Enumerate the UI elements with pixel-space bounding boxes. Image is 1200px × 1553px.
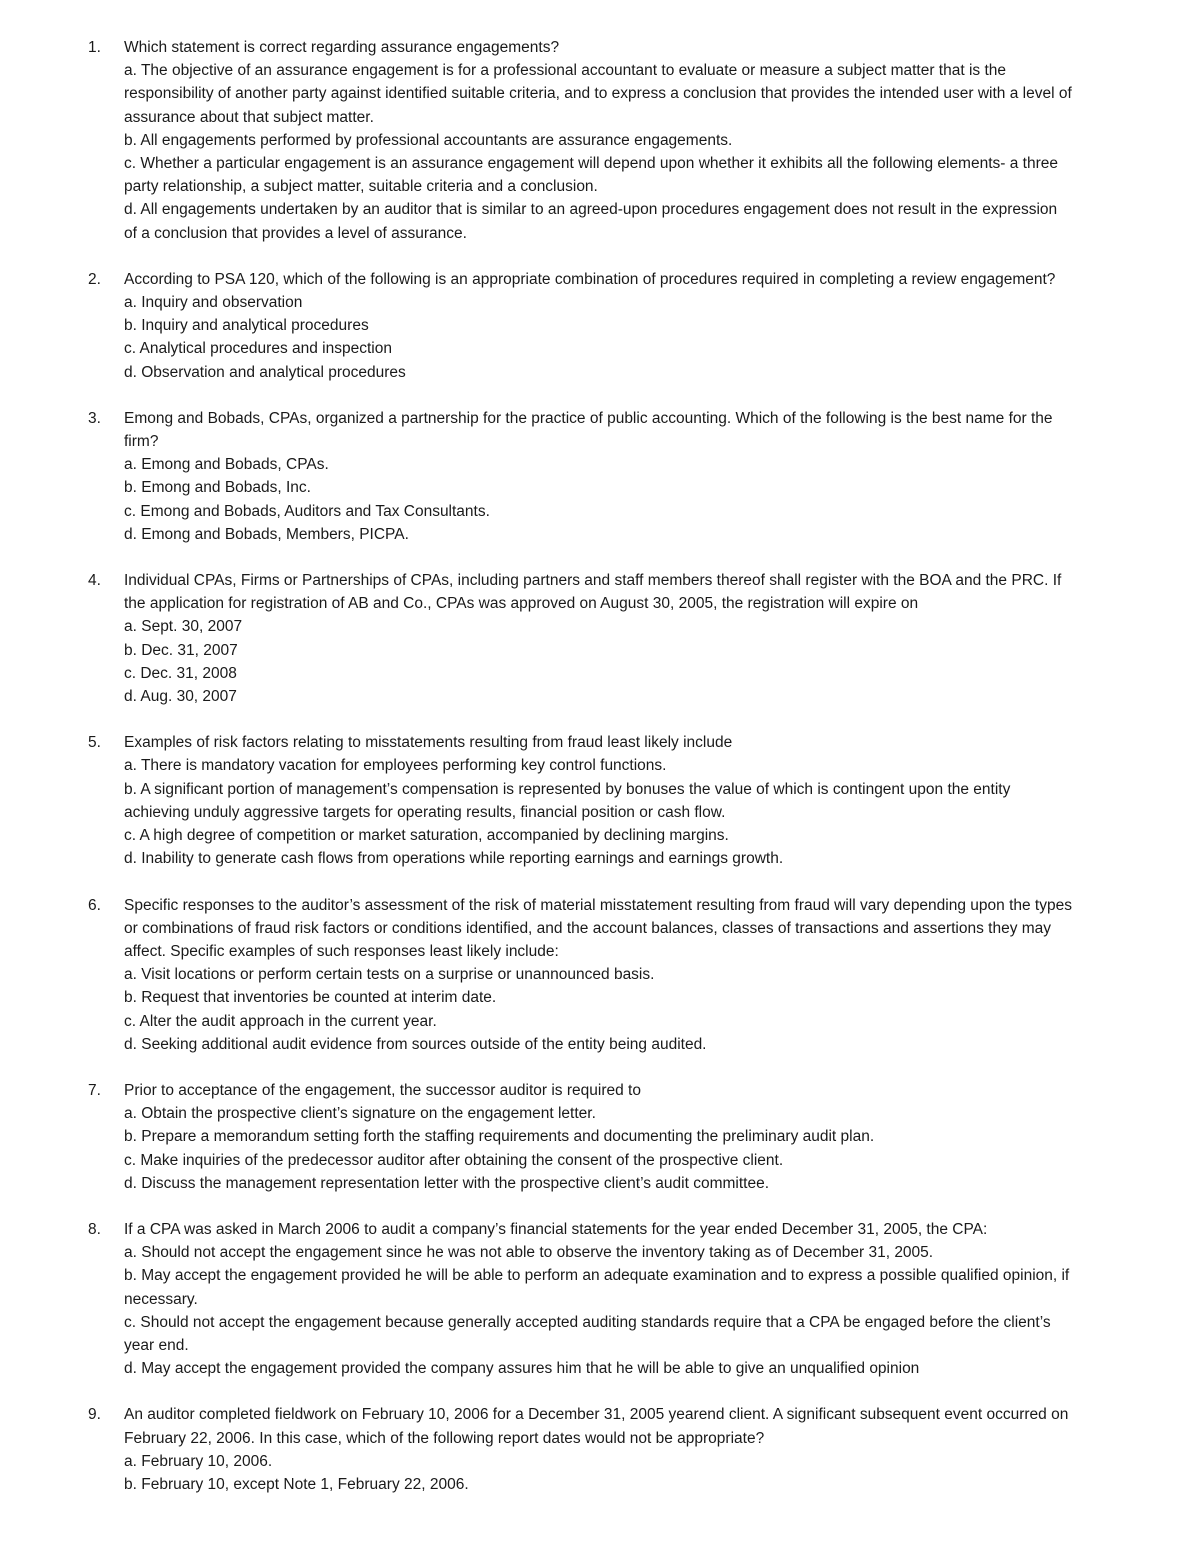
choice-b: b. Prepare a memorandum setting forth the staffing requirements and documenting the preliminary audit plan. <box>124 1128 875 1146</box>
question-8 <box>0 1218 1200 1380</box>
choice-d: d. May accept the engagement provided the company assures him that he will be able to give an unqualified opinion <box>124 1360 920 1378</box>
choice-d: d. Aug. 30, 2007 <box>124 688 237 706</box>
question-number: 8. <box>88 1220 101 1238</box>
choice-c: c. Dec. 31, 2008 <box>124 664 237 682</box>
question-body <box>124 569 1074 708</box>
question-5 <box>0 731 1200 870</box>
question-2 <box>0 268 1200 384</box>
question-number: 6. <box>88 896 101 914</box>
choice-a: a. Emong and Bobads, CPAs. <box>124 456 329 474</box>
question-body <box>124 731 1074 870</box>
question-stem: Prior to acceptance of the engagement, the successor auditor is required to <box>124 1081 641 1099</box>
question-stem: Which statement is correct regarding assurance engagements? <box>124 39 560 56</box>
choice-a: a. Should not accept the engagement since he was not able to observe the inventory taking as of December 31, 2005. <box>124 1244 934 1262</box>
question-number: 7. <box>88 1081 101 1099</box>
choice-d: d. All engagements undertaken by an auditor that is similar to an agreed-upon procedures engagement does not result in the expression of a conclusion that provides a level of assurance. <box>124 201 1058 242</box>
choice-b: b. Dec. 31, 2007 <box>124 641 238 659</box>
question-stem: According to PSA 120, which of the following is an appropriate combination of procedures required in completing a review engagement? <box>124 270 1056 288</box>
choice-b: b. All engagements performed by professional accountants are assurance engagements. <box>124 131 733 149</box>
choice-a: a. The objective of an assurance engagement is for a professional accountant to evaluate or measure a subject matter that is the responsibility of another party against identified suitable criteria, and to express a conclusion that provides the intended user with a level of assurance about that subject matter. <box>124 62 1072 126</box>
question-number: 4. <box>88 572 101 590</box>
question-stem: Emong and Bobads, CPAs, organized a partnership for the practice of public accounting. Which of the following is the best name for the firm? <box>124 409 1053 451</box>
choice-d: d. Emong and Bobads, Members, PICPA. <box>124 525 409 543</box>
question-body <box>124 407 1074 546</box>
question-7 <box>0 1079 1200 1195</box>
question-body <box>124 894 1074 1056</box>
question-3 <box>0 407 1200 546</box>
choice-c: c. Alter the audit approach in the current year. <box>124 1012 437 1030</box>
choice-a: a. Inquiry and observation <box>124 294 303 312</box>
choice-b: b. Inquiry and analytical procedures <box>124 317 369 335</box>
choice-c: c. Make inquiries of the predecessor auditor after obtaining the consent of the prospective client. <box>124 1151 784 1169</box>
question-body <box>124 1079 1074 1195</box>
question-number: 2. <box>88 270 101 288</box>
choice-b: b. May accept the engagement provided he will be able to perform an adequate examination and to express a possible qualified opinion, if necessary. <box>124 1267 1070 1308</box>
choice-b: b. A significant portion of management’s compensation is represented by bonuses the value of which is contingent upon the entity achieving unduly aggressive targets for operating results, financial position or cash flow. <box>124 780 1011 821</box>
question-stem: Specific responses to the auditor’s assessment of the risk of material misstatement resulting from fraud will vary depending upon the types or combinations of fraud risk factors or conditions identified, and the account balances, classes of transactions and assertions they may affect. Specific examples of such responses least likely include: <box>124 896 1072 960</box>
question-number: 9. <box>88 1406 101 1424</box>
question-number: 3. <box>88 409 101 427</box>
choice-a: a. Obtain the prospective client’s signature on the engagement letter. <box>124 1105 596 1123</box>
choice-c: c. Emong and Bobads, Auditors and Tax Consultants. <box>124 502 490 520</box>
choice-b: b. Emong and Bobads, Inc. <box>124 479 311 497</box>
choice-b: b. Request that inventories be counted at interim date. <box>124 989 497 1007</box>
choice-d: d. Seeking additional audit evidence from sources outside of the entity being audited. <box>124 1035 707 1053</box>
question-9 <box>0 1403 1200 1496</box>
question-stem: Examples of risk factors relating to misstatements resulting from fraud least likely include <box>124 734 733 752</box>
choice-c: c. Should not accept the engagement because generally accepted auditing standards require that a CPA be engaged before the client’s year end. <box>124 1313 1051 1354</box>
choice-a: a. Sept. 30, 2007 <box>124 618 243 636</box>
choice-d: d. Discuss the management representation letter with the prospective client’s audit committee. <box>124 1174 770 1192</box>
question-6 <box>0 894 1200 1056</box>
choice-c: c. Analytical procedures and inspection <box>124 340 392 358</box>
choice-d: d. Observation and analytical procedures <box>124 363 406 381</box>
choice-d: d. Inability to generate cash flows from operations while reporting earnings and earnings growth. <box>124 850 784 868</box>
choice-a: a. Visit locations or perform certain tests on a surprise or unannounced basis. <box>124 966 655 984</box>
choice-a: a. February 10, 2006. <box>124 1452 273 1470</box>
question-1 <box>0 36 1200 245</box>
question-stem: Individual CPAs, Firms or Partnerships of CPAs, including partners and staff members thereof shall register with the BOA and the PRC. If the application for registration of AB and Co., CPAs was approved on August 30, 2005, the registration will expire on <box>124 572 1062 613</box>
question-body <box>124 1403 1074 1496</box>
question-stem: If a CPA was asked in March 2006 to audit a company’s financial statements for the year ended December 31, 2005, the CPA: <box>124 1220 988 1238</box>
question-body <box>124 268 1074 384</box>
question-body <box>124 36 1074 245</box>
question-stem: An auditor completed fieldwork on February 10, 2006 for a December 31, 2005 yearend client. A significant subsequent event occurred on February 22, 2006. In this case, which of the following report dates would not be appropriate? <box>124 1406 1069 1447</box>
question-4 <box>0 569 1200 708</box>
choice-b: b. February 10, except Note 1, February 22, 2006. <box>124 1475 469 1493</box>
choice-c: c. Whether a particular engagement is an assurance engagement will depend upon whether it exhibits all the following elements- a three party relationship, a subject matter, suitable criteria and a conclusion. <box>124 155 1058 196</box>
question-number: 1. <box>88 39 101 56</box>
choice-c: c. A high degree of competition or market saturation, accompanied by declining margins. <box>124 827 729 845</box>
question-number: 5. <box>88 734 101 752</box>
question-body <box>124 1218 1074 1380</box>
choice-a: a. There is mandatory vacation for employees performing key control functions. <box>124 757 667 775</box>
